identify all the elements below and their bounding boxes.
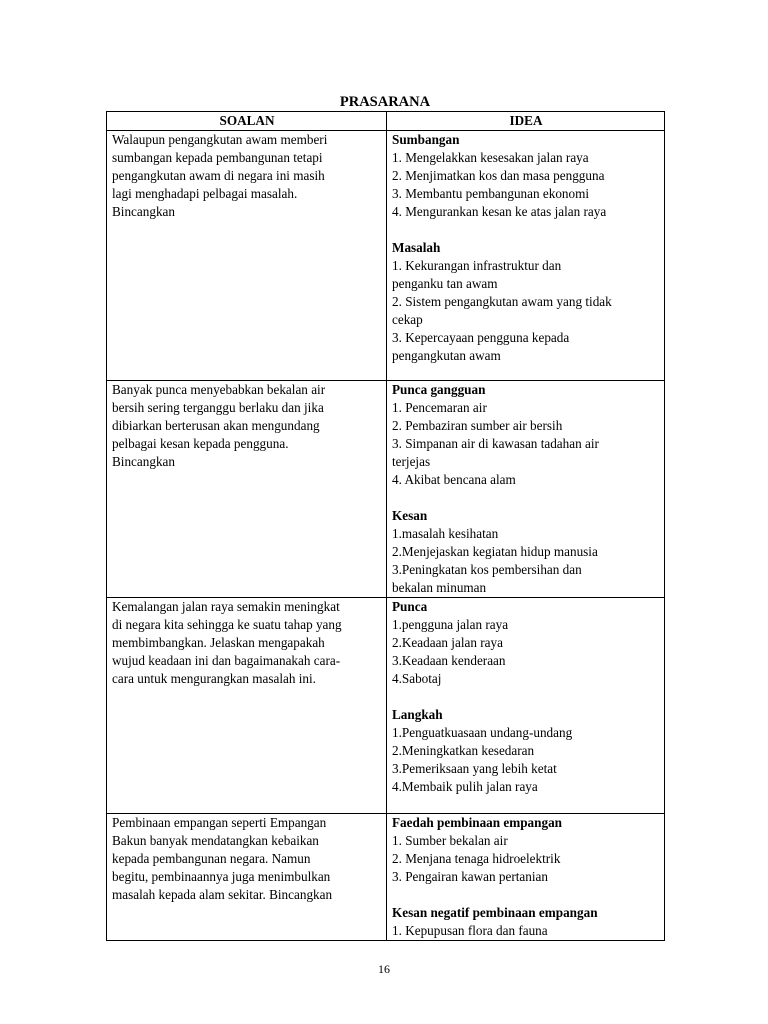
- idea-point: 1. Kepupusan flora dan fauna: [392, 923, 548, 938]
- idea-point: 2. Pembaziran sumber air bersih: [392, 418, 563, 433]
- idea-point: 4. Mengurankan kesan ke atas jalan raya: [392, 204, 607, 219]
- question-line: Kemalangan jalan raya semakin meningkat: [112, 599, 340, 614]
- idea-point: 1.pengguna jalan raya: [392, 617, 509, 632]
- idea-heading: Kesan: [392, 508, 428, 523]
- question-line: wujud keadaan ini dan bagaimanakah cara-: [112, 653, 341, 668]
- table-header-row: [107, 112, 665, 131]
- idea-point: 2.Meningkatkan kesedaran: [392, 743, 535, 758]
- question-cell: [107, 131, 387, 381]
- question-line: Bakun banyak mendatangkan kebaikan: [112, 833, 319, 848]
- idea-point: 4. Akibat bencana alam: [392, 472, 516, 487]
- idea-point: 1. Sumber bekalan air: [392, 833, 508, 848]
- idea-point: 3.Keadaan kenderaan: [392, 653, 506, 668]
- table-row: [107, 814, 665, 941]
- question-line: Bincangkan: [112, 204, 175, 219]
- column-header-idea: IDEA: [387, 112, 665, 131]
- question-cell: [107, 598, 387, 814]
- idea-point: 3. Kepercayaan pengguna kepada: [392, 330, 570, 345]
- idea-point: 1. Pencemaran air: [392, 400, 487, 415]
- question-line: sumbangan kepada pembangunan tetapi: [112, 150, 323, 165]
- question-line: lagi menghadapi pelbagai masalah.: [112, 186, 298, 201]
- table-row: [107, 598, 665, 814]
- idea-point: 2.Keadaan jalan raya: [392, 635, 503, 650]
- question-line: bersih sering terganggu berlaku dan jika: [112, 400, 324, 415]
- idea-heading: Masalah: [392, 240, 441, 255]
- idea-point: 2. Menjana tenaga hidroelektrik: [392, 851, 561, 866]
- idea-heading: Punca gangguan: [392, 382, 486, 397]
- idea-heading: Kesan negatif pembinaan empangan: [392, 905, 598, 920]
- idea-cell: [387, 598, 665, 814]
- question-line: kepada pembangunan negara. Namun: [112, 851, 311, 866]
- idea-point: 3.Pemeriksaan yang lebih ketat: [392, 761, 557, 776]
- question-line: Banyak punca menyebabkan bekalan air: [112, 382, 326, 397]
- idea-cell: [387, 814, 665, 941]
- question-cell: [107, 381, 387, 598]
- idea-point: 2. Sistem pengangkutan awam yang tidak: [392, 294, 612, 309]
- idea-point: 3. Pengairan kawan pertanian: [392, 869, 548, 884]
- idea-point: 2. Menjimatkan kos dan masa pengguna: [392, 168, 605, 183]
- idea-heading: Langkah: [392, 707, 443, 722]
- question-line: cara untuk mengurangkan masalah ini.: [112, 671, 316, 686]
- idea-point: cekap: [392, 312, 423, 327]
- question-line: di negara kita sehingga ke suatu tahap yang: [112, 617, 342, 632]
- idea-point: bekalan minuman: [392, 580, 487, 595]
- question-line: Walaupun pengangkutan awam memberi: [112, 132, 328, 147]
- idea-point: pengangkutan awam: [392, 348, 501, 363]
- idea-point: terjejas: [392, 454, 431, 469]
- table-row: [107, 131, 665, 381]
- question-line: pengangkutan awam di negara ini masih: [112, 168, 325, 183]
- page-number: 16: [378, 962, 390, 976]
- column-header-soalan: SOALAN: [107, 112, 387, 131]
- question-cell: [107, 814, 387, 941]
- idea-point: 4.Membaik pulih jalan raya: [392, 779, 538, 794]
- idea-point: 1.Penguatkuasaan undang-undang: [392, 725, 573, 740]
- idea-heading: Punca: [392, 599, 428, 614]
- table-row: [107, 381, 665, 598]
- idea-point: 1.masalah kesihatan: [392, 526, 499, 541]
- idea-point: 2.Menjejaskan kegiatan hidup manusia: [392, 544, 598, 559]
- question-line: Bincangkan: [112, 454, 175, 469]
- idea-cell: [387, 381, 665, 598]
- idea-point: 3.Peningkatan kos pembersihan dan: [392, 562, 582, 577]
- question-line: dibiarkan berterusan akan mengundang: [112, 418, 320, 433]
- idea-heading: Faedah pembinaan empangan: [392, 815, 563, 830]
- idea-point: 3. Simpanan air di kawasan tadahan air: [392, 436, 599, 451]
- question-line: membimbangkan. Jelaskan mengapakah: [112, 635, 325, 650]
- question-line: begitu, pembinaannya juga menimbulkan: [112, 869, 331, 884]
- question-line: Pembinaan empangan seperti Empangan: [112, 815, 327, 830]
- page-title: PRASARANA: [339, 94, 431, 110]
- idea-point: 4.Sabotaj: [392, 671, 442, 686]
- prasarana-table: [106, 111, 665, 941]
- question-line: masalah kepada alam sekitar. Bincangkan: [112, 887, 333, 902]
- idea-point: 1. Kekurangan infrastruktur dan: [392, 258, 562, 273]
- question-line: pelbagai kesan kepada pengguna.: [112, 436, 289, 451]
- idea-cell: [387, 131, 665, 381]
- idea-heading: Sumbangan: [392, 132, 460, 147]
- idea-point: 1. Mengelakkan kesesakan jalan raya: [392, 150, 589, 165]
- idea-point: penganku tan awam: [392, 276, 498, 291]
- idea-point: 3. Membantu pembangunan ekonomi: [392, 186, 590, 201]
